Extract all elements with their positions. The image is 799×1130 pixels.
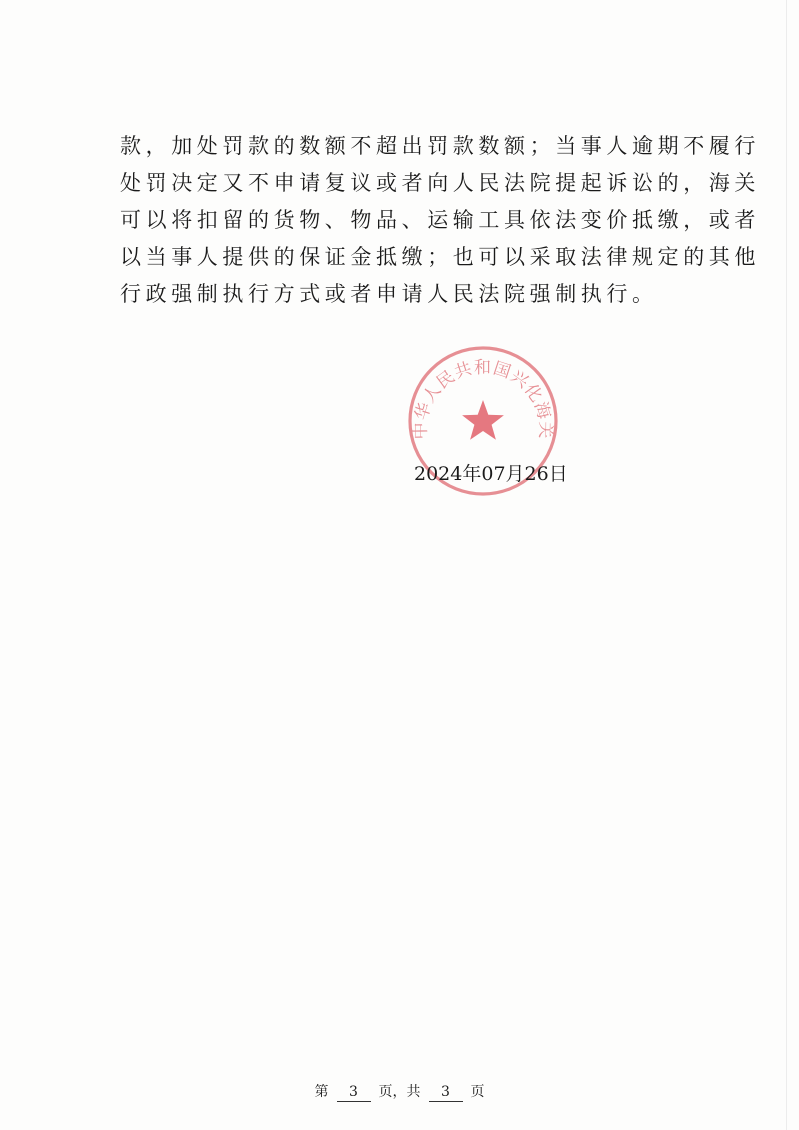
paragraph-line-5: 行政强制执行方式或者申请人民法院强制执行。: [120, 282, 658, 306]
footer-middle: 页，共: [378, 1084, 421, 1100]
paragraph-line-4: 以当事人提供的保证金抵缴；也可以采取法律规定的其他: [120, 245, 760, 269]
seal-text: 中华人民共和国兴化海关: [410, 357, 556, 440]
scan-edge: [786, 0, 787, 1130]
paragraph-line-2: 处罚决定又不申请复议或者向人民法院提起诉讼的，海关: [120, 171, 760, 195]
body-paragraph: [120, 128, 760, 313]
page-footer: [0, 1081, 799, 1103]
footer-suffix: 页: [470, 1084, 485, 1100]
seal-star-icon: [462, 400, 504, 440]
paragraph-line-3: 可以将扣留的货物、物品、运输工具依法变价抵缴，或者: [120, 208, 760, 232]
footer-current-page: 3: [337, 1083, 371, 1102]
footer-prefix: 第: [314, 1084, 329, 1100]
paragraph-line-1: 款，加处罚款的数额不超出罚款数额；当事人逾期不履行: [120, 134, 760, 158]
footer-total-pages: 3: [429, 1083, 463, 1102]
document-date: 2024年07月26日: [414, 463, 568, 485]
